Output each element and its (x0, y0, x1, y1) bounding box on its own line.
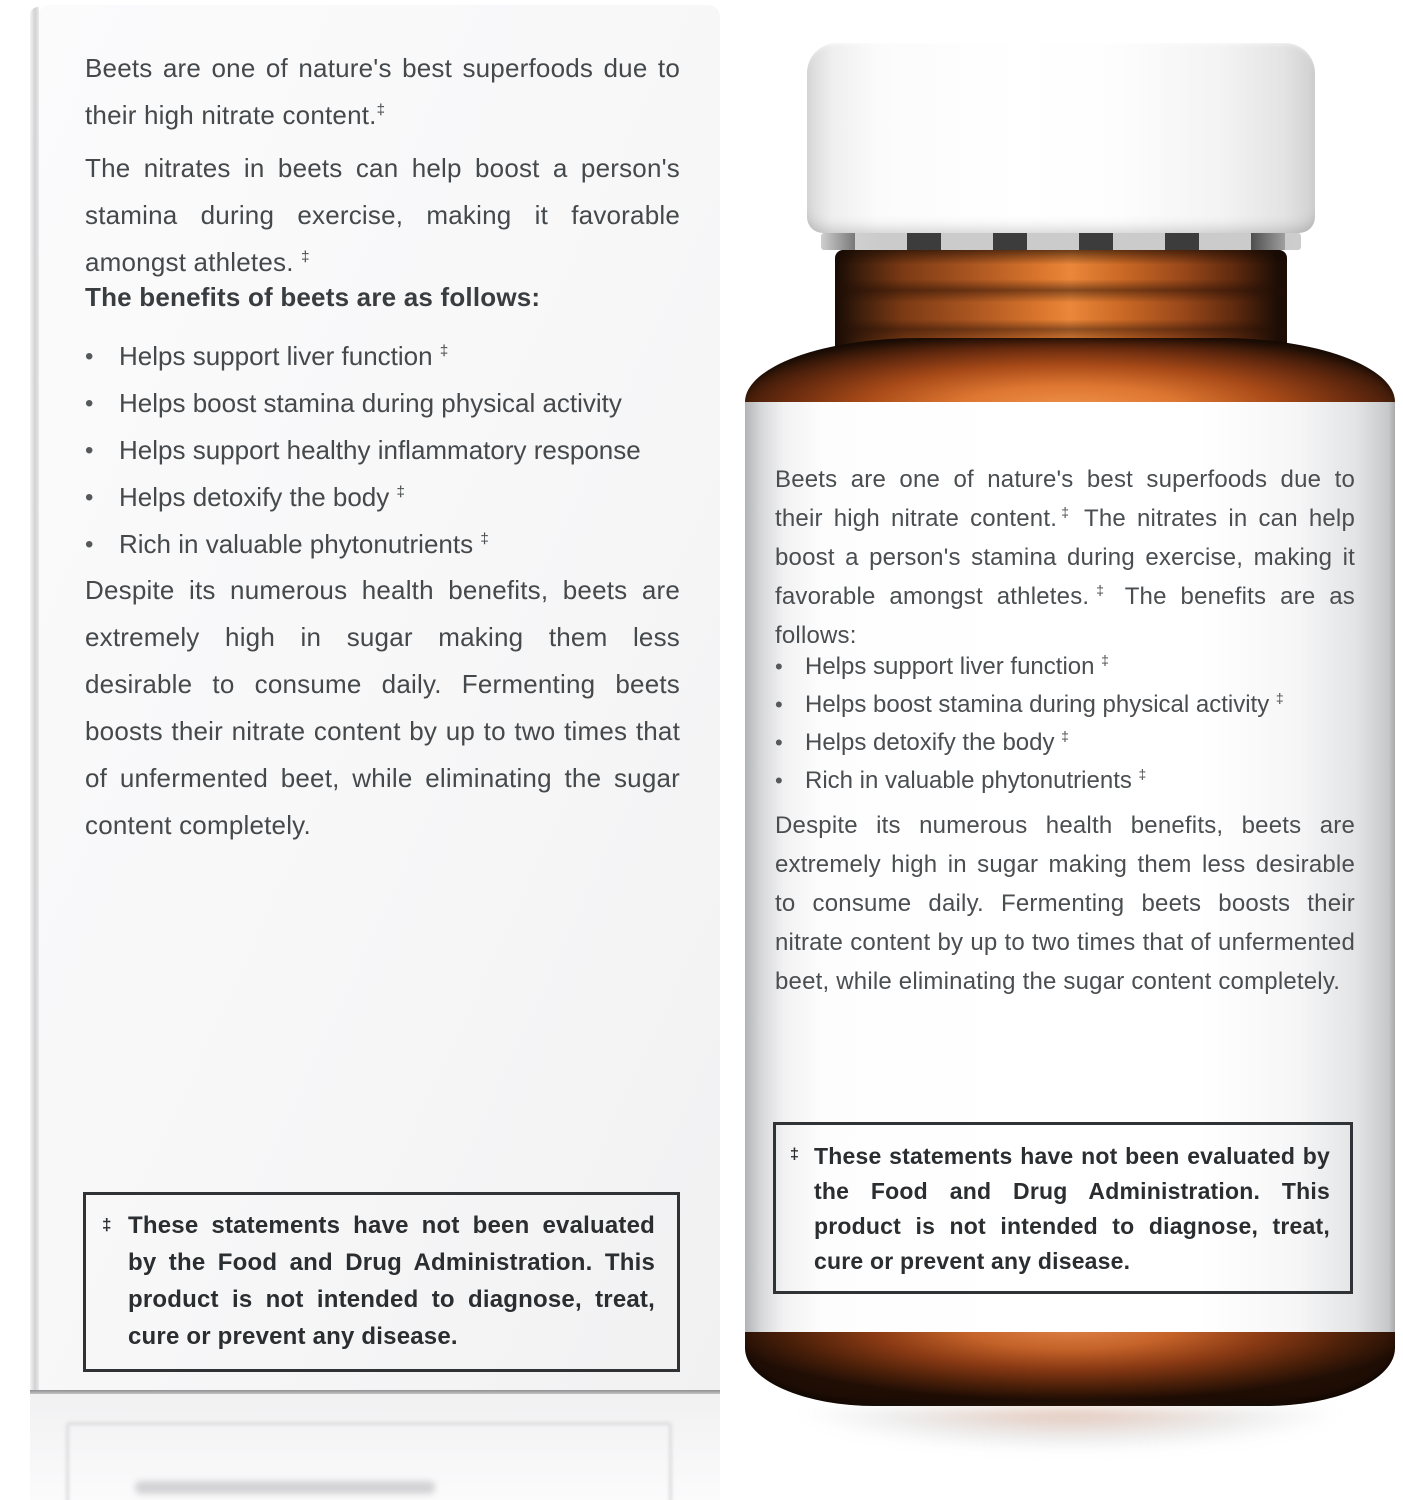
box-benefits-list (85, 333, 680, 568)
label-fda-disclaimer (773, 1122, 1353, 1294)
box-benefits-heading: The benefits of beets are as follows: (85, 282, 541, 312)
list-item-label: Helps support liver function ‡ (119, 341, 449, 371)
list-item (775, 762, 1355, 800)
list-item (85, 474, 680, 521)
bottle-reflection (751, 1408, 1389, 1490)
bullet-dot: • (85, 484, 94, 511)
list-item (775, 724, 1355, 762)
list-item-label: Helps detoxify the body ‡ (805, 728, 1069, 756)
bullet-dot: • (85, 531, 94, 558)
box-paragraph-nitrates: The nitrates in beets can help boost a person's stamina during exercise, making it favorable amongst athletes. ‡ (85, 153, 680, 277)
list-item (85, 427, 680, 474)
list-item-label: Helps detoxify the body ‡ (119, 482, 405, 512)
box-side-edge (30, 7, 39, 1390)
list-item (85, 333, 680, 380)
supplement-bottle (745, 0, 1395, 1500)
list-item-label: Rich in valuable phytonutrients ‡ (119, 529, 489, 559)
label-paragraph-intro: Beets are one of nature's best superfoods due to their high nitrate content.‡ The nitrates in can help boost a person's stamina during exercise, making it favorable amongst athletes.‡ The benefits are as follows: (775, 466, 1355, 649)
bottle-label (745, 402, 1395, 1332)
bullet-dot: • (85, 437, 94, 464)
box-paragraph-intro: Beets are one of nature's best superfoods due to their high nitrate content.‡ (85, 53, 680, 130)
bullet-dot: • (775, 730, 783, 755)
box-paragraph-sugar: Despite its numerous health benefits, beets are extremely high in sugar making them less desirable to consume daily. Fermenting beets boosts their nitrate content by up to two times that of unfermented beet, while eliminating the sugar content completely. (85, 575, 680, 840)
bullet-dot: • (85, 390, 94, 417)
bottle-cap-ring (821, 233, 1301, 250)
reflected-text-blur (135, 1481, 435, 1494)
list-item-label: Rich in valuable phytonutrients ‡ (805, 766, 1147, 794)
bottle-shoulder-glass (745, 338, 1395, 404)
list-item (85, 380, 680, 427)
label-paragraph-sugar: Despite its numerous health benefits, beets are extremely high in sugar making them less desirable to consume daily. Fermenting beets boosts their nitrate content by up to two times that of unfermented beet, while eliminating the sugar content completely. (775, 812, 1355, 995)
product-box-panel (39, 5, 720, 1390)
label-benefits-list (775, 648, 1355, 800)
dagger-mark: ‡ (102, 1215, 112, 1234)
list-item (85, 521, 680, 568)
bullet-dot: • (775, 692, 783, 717)
disclaimer-text: These statements have not been evaluated by the Food and Drug Administration. This product is not intended to diagnose, treat, cure or prevent any disease. (128, 1212, 655, 1350)
list-item-label: Helps boost stamina during physical activity (119, 388, 622, 418)
list-item-label: Helps support healthy inflammatory response (119, 435, 641, 465)
box-fda-disclaimer (83, 1192, 680, 1372)
bottle-bottom-glass (745, 1332, 1395, 1406)
list-item-label: Helps boost stamina during physical activity ‡ (805, 690, 1284, 718)
bullet-dot: • (775, 768, 783, 793)
box-reflection (30, 1394, 720, 1500)
bottle-cap (807, 43, 1315, 233)
list-item (775, 648, 1355, 686)
list-item (775, 686, 1355, 724)
dagger-mark: ‡ (790, 1146, 799, 1163)
bullet-dot: • (85, 343, 94, 370)
reflected-disclaimer-frame (66, 1422, 672, 1500)
disclaimer-text: These statements have not been evaluated by the Food and Drug Administration. This product is not intended to diagnose, treat, cure or prevent any disease. (814, 1143, 1330, 1274)
bullet-dot: • (775, 654, 783, 679)
list-item-label: Helps support liver function ‡ (805, 652, 1109, 680)
